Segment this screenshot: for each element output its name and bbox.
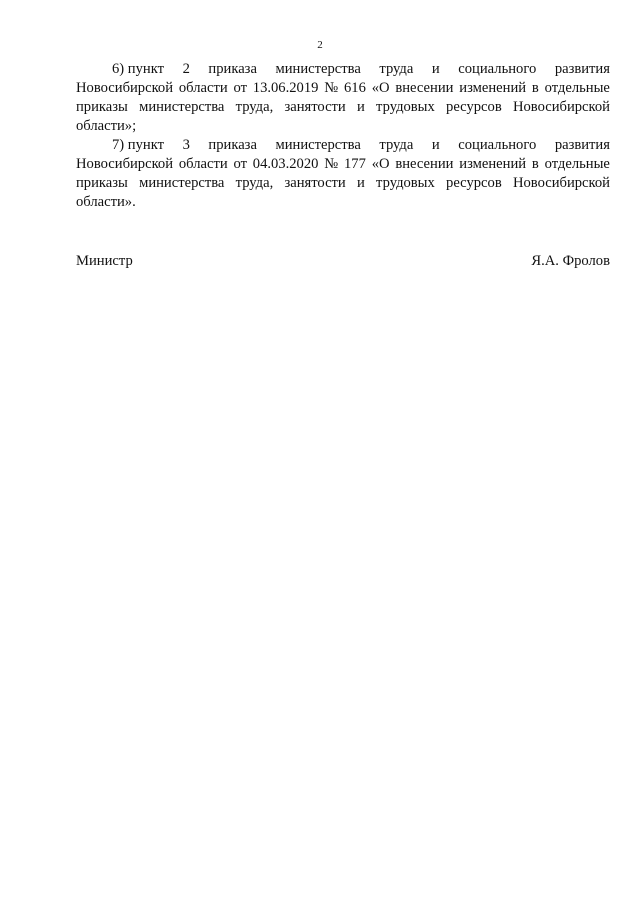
signatory-position: Министр xyxy=(76,253,133,269)
text-line-last: области». xyxy=(76,194,136,210)
word: министерства xyxy=(139,99,225,115)
word: и xyxy=(431,137,440,153)
text-line xyxy=(76,60,610,79)
text-line xyxy=(76,136,610,155)
word: социального xyxy=(458,137,537,153)
word: 13.06.2019 xyxy=(252,80,319,96)
word: внесении xyxy=(395,156,454,172)
word: 616 xyxy=(344,80,366,96)
word: Новосибирской xyxy=(76,156,174,172)
word: Новосибирской xyxy=(512,175,610,191)
word: и xyxy=(356,175,365,191)
word: внесении xyxy=(395,80,454,96)
word: развития xyxy=(554,61,610,77)
word: приказа xyxy=(208,137,257,153)
list-item xyxy=(76,60,610,136)
text-line xyxy=(76,174,610,193)
text-line xyxy=(76,98,610,117)
word: Новосибирской xyxy=(512,99,610,115)
word: социального xyxy=(458,61,537,77)
signature-block xyxy=(76,252,610,271)
word: приказы xyxy=(76,99,128,115)
word: труда, xyxy=(235,99,274,115)
word: изменений xyxy=(459,80,527,96)
word: развития xyxy=(554,137,610,153)
word: ресурсов xyxy=(446,175,502,191)
word: отдельные xyxy=(544,156,610,172)
word: и xyxy=(356,99,365,115)
word: в xyxy=(531,156,539,172)
word: изменений xyxy=(459,156,527,172)
word: ресурсов xyxy=(446,99,502,115)
word: приказа xyxy=(208,61,257,77)
word: труда xyxy=(379,61,414,77)
word: № xyxy=(324,156,339,172)
word: № xyxy=(324,80,339,96)
word: в xyxy=(531,80,539,96)
word: «О xyxy=(371,80,390,96)
word: и xyxy=(431,61,440,77)
word: приказы xyxy=(76,175,128,191)
word: области xyxy=(178,80,228,96)
word: области xyxy=(178,156,228,172)
word: министерства xyxy=(275,61,361,77)
page-number: 2 xyxy=(317,39,323,51)
text-line xyxy=(76,79,610,98)
word: министерства xyxy=(139,175,225,191)
word: 04.03.2020 xyxy=(252,156,319,172)
word: занятости xyxy=(284,175,346,191)
word: Новосибирской xyxy=(76,80,174,96)
word: трудовых xyxy=(376,175,435,191)
word: трудовых xyxy=(376,99,435,115)
word: 2 xyxy=(182,61,190,77)
word: от xyxy=(233,80,247,96)
text-line xyxy=(76,155,610,174)
signatory-name: Я.А. Фролов xyxy=(531,253,610,269)
word: 177 xyxy=(344,156,366,172)
word: министерства xyxy=(275,137,361,153)
word: 3 xyxy=(182,137,190,153)
word: занятости xyxy=(284,99,346,115)
word: труда xyxy=(379,137,414,153)
word: 7) пункт xyxy=(112,137,164,153)
word: от xyxy=(233,156,247,172)
word: труда, xyxy=(235,175,274,191)
word: «О xyxy=(371,156,390,172)
word: отдельные xyxy=(544,80,610,96)
list-item xyxy=(76,136,610,212)
document-body xyxy=(76,60,610,212)
text-line-last: области»; xyxy=(76,118,137,134)
word: 6) пункт xyxy=(112,61,164,77)
